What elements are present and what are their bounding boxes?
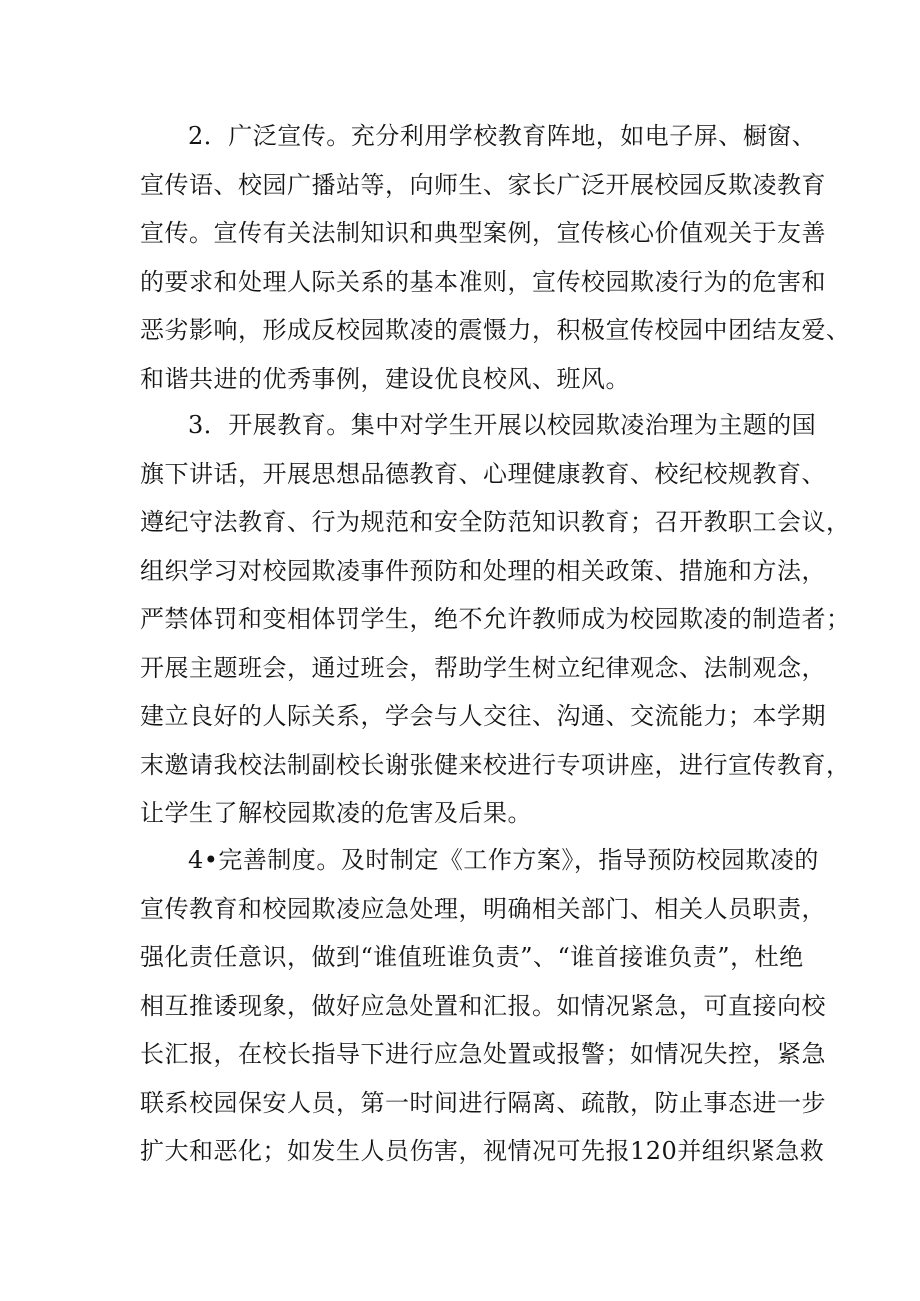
paragraph-line: 宣传语、校园广播站等，向师生、家长广泛开展校园反欺凌教育 bbox=[140, 171, 826, 199]
paragraph-line: 遵纪守法教育、行为规范和安全防范知识教育；召开教职工会议， bbox=[140, 508, 851, 536]
paragraph-line: 旗下讲话，开展思想品德教育、心理健康教育、校纪校规教育、 bbox=[140, 460, 826, 488]
paragraph-line: 的要求和处理人际关系的基本准则，宣传校园欺凌行为的危害和 bbox=[140, 268, 826, 296]
paragraph-line: 相互推诿现象，做好应急处置和汇报。如情况紧急，可直接向校 bbox=[140, 992, 826, 1020]
paragraph-line: 扩大和恶化；如发生人员伤害，视情况可先报120并组织紧急救 bbox=[140, 1137, 825, 1165]
paragraph-line: 4•完善制度。及时制定《工作方案》，指导预防校园欺凌的 bbox=[188, 846, 819, 874]
paragraph-line: 建立良好的人际关系，学会与人交往、沟通、交流能力；本学期 bbox=[140, 702, 826, 730]
paragraph-line: 组织学习对校园欺凌事件预防和处理的相关政策、措施和方法， bbox=[140, 557, 826, 585]
paragraph-line: 和谐共进的优秀事例，建设优良校风、班风。 bbox=[140, 365, 630, 393]
paragraph-line: 3．开展教育。集中对学生开展以校园欺凌治理为主题的国 bbox=[188, 411, 817, 439]
paragraph-line: 宣传。宣传有关法制知识和典型案例，宣传核心价值观关于友善 bbox=[140, 219, 826, 247]
paragraph-line: 2．广泛宣传。充分利用学校教育阵地，如电子屏、橱窗、 bbox=[188, 122, 817, 150]
paragraph-line: 末邀请我校法制副校长谢张健来校进行专项讲座，进行宣传教育， bbox=[140, 751, 851, 779]
paragraph-line: 宣传教育和校园欺凌应急处理，明确相关部门、相关人员职责， bbox=[140, 895, 826, 923]
paragraph-line: 恶劣影响，形成反校园欺凌的震慑力，积极宣传校园中团结友爱、 bbox=[140, 316, 851, 344]
paragraph-line: 严禁体罚和变相体罚学生，绝不允许教师成为校园欺凌的制造者； bbox=[140, 605, 851, 633]
paragraph-line: 让学生了解校园欺凌的危害及后果。 bbox=[140, 799, 532, 827]
paragraph-line: 开展主题班会，通过班会，帮助学生树立纪律观念、法制观念， bbox=[140, 654, 826, 682]
paragraph-line: 联系校园保安人员，第一时间进行隔离、疏散，防止事态进一步 bbox=[140, 1089, 826, 1117]
paragraph-line: 强化责任意识，做到“谁值班谁负责”、“谁首接谁负责”，杜绝 bbox=[140, 943, 804, 971]
paragraph-line: 长汇报，在校长指导下进行应急处置或报警；如情况失控，紧急 bbox=[140, 1040, 826, 1068]
